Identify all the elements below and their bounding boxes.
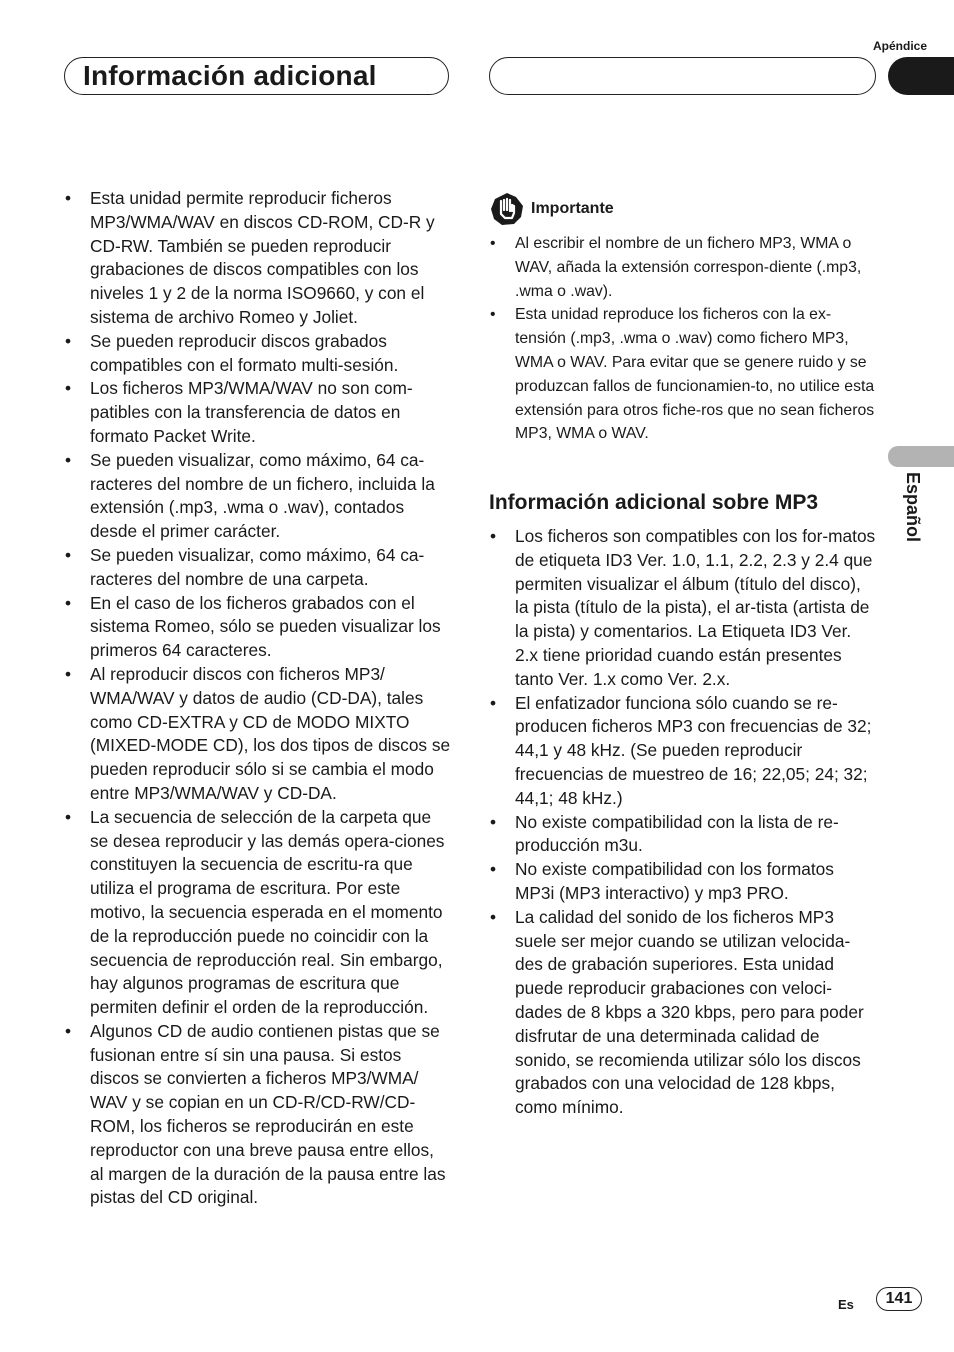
list-item: • La calidad del sonido de los ficheros MP3 suele ser mejor cuando se utilizan velocida-des de grabación superiores. Esta unidad puede reproducir grabaciones con veloci-dades de 8 kbps a 320 kbps, pero para poder disfrutar de una determinada calidad de sonido, se recomienda utilizar sólo los discos grabados con una velocidad de 128 kbps, como mínimo. [515,906,877,1120]
important-list-container [515,232,875,446]
list-item: • No existe compatibilidad con los formatos MP3i (MP3 interactivo) y mp3 PRO. [515,858,877,906]
list-item: • Esta unidad permite reproducir ficheros MP3/WMA/WAV en discos CD-ROM, CD-R y CD-RW. También se pueden reproducir grabaciones de discos compatibles con los niveles 1 y 2 de la norma ISO9660, y con el sistema de archivo Romeo y Joliet. [90,187,452,330]
list-item: • Se pueden visualizar, como máximo, 64 ca-racteres del nombre de un fichero, incluida la extensión (.mp3, .wma o .wav), contados desde el primer carácter. [90,449,452,544]
header-empty-box [489,57,876,95]
mp3-bullet-list [515,525,877,1120]
list-item: • Esta unidad reproduce los ficheros con la ex-tensión (.mp3, .wma o .wav) como fichero MP3, WMA o WAV. Para evitar que se genere ruido y se produzcan fallos de funcionamien-to, no utilice esta extensión para otros fiche-ros que no sean ficheros MP3, WMA o WAV. [515,303,875,446]
mp3-list-container [515,525,877,1120]
page-number: 141 [876,1287,922,1311]
title-box [64,57,449,95]
hand-stop-icon [490,192,524,226]
page-title: Información adicional [83,60,377,91]
list-item: • Se pueden visualizar, como máximo, 64 ca-racteres del nombre de una carpeta. [90,544,452,592]
list-item: • Los ficheros MP3/WMA/WAV no son com-patibles con la transferencia de datos en formato Packet Write. [90,377,452,448]
section-label: Apéndice [872,39,927,53]
list-item: • Los ficheros son compatibles con los for-matos de etiqueta ID3 Ver. 1.0, 1.1, 2.2, 2.3 y 2.4 que permiten visualizar el álbum (título del disco), la pista (título de la pista), el ar-tista (artista de la pista) y comentarios. La Etiqueta ID3 Ver. 2.x tiene prioridad cuando están presentes tanto Ver. 1.x como Ver. 2.x. [515,525,877,692]
mp3-section-heading: Información adicional sobre MP3 [489,491,819,514]
left-bullet-list [90,187,452,1210]
list-item: • Al escribir el nombre de un fichero MP3, WMA o WAV, añada la extensión correspon-diente (.mp3, .wma o .wav). [515,232,875,303]
chapter-tab [888,57,954,95]
footer-lang-code: Es [838,1297,854,1312]
important-bullet-list [515,232,875,446]
language-label: Español [903,472,923,543]
list-item: • Se pueden reproducir discos grabados compatibles con el formato multi-sesión. [90,330,452,378]
list-item: • Algunos CD de audio contienen pistas que se fusionan entre sí sin una pausa. Si estos discos se convierten a ficheros MP3/WMA/ WAV y se copian en un CD-R/CD-RW/CD-ROM, los ficheros se reproducirán en este reproductor con una breve pausa entre ellos, al margen de la duración de la pausa entre las pistas del CD original. [90,1020,452,1210]
list-item: • El enfatizador funciona sólo cuando se re-producen ficheros MP3 con frecuencias de 32; 44,1 y 48 kHz. (Se pueden reproducir frecuencias de muestreo de 16; 22,05; 24; 32; 44,1; 48 kHz.) [515,692,877,811]
important-box [490,192,890,228]
list-item: • En el caso de los ficheros grabados con el sistema Romeo, sólo se pueden visualizar los primeros 64 caracteres. [90,592,452,663]
left-column [90,187,452,1210]
list-item: • Al reproducir discos con ficheros MP3/ WMA/WAV y datos de audio (CD-DA), tales como CD-EXTRA y CD de MODO MIXTO (MIXED-MODE CD), los dos tipos de discos se pueden reproducir sólo si se cambia el modo entre MP3/WMA/WAV y CD-DA. [90,663,452,806]
language-tab [888,446,954,467]
list-item: • La secuencia de selección de la carpeta que se desea reproducir y las demás opera-ciones constituyen la secuencia de escritu-ra que utiliza el programa de escritura. Por este motivo, la secuencia esperada en el momento de la reproducción puede no coincidir con la secuencia de reproducción real. Sin embargo, hay algunos programas de escritura que permiten definir el orden de la reproducción. [90,806,452,1020]
list-item: • No existe compatibilidad con la lista de re-producción m3u. [515,811,877,859]
important-label: Importante [531,200,614,217]
